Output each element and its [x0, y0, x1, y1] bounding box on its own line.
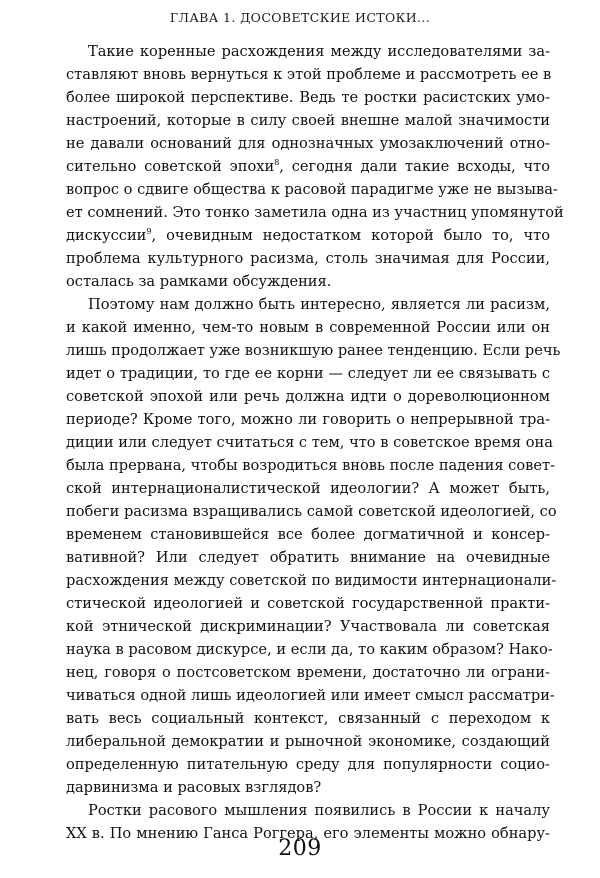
text-line: XX в. По мнению Ганса Роггера, его элементы можно обнару-	[66, 825, 550, 842]
text-line: более широкой перспективе. Ведь те ростки расистских умо-	[66, 89, 550, 106]
body-text	[66, 40, 564, 845]
text-line: Такие коренные расхождения между исследователями за-	[88, 43, 550, 60]
text-segment: , сегодня дали такие всходы, что	[279, 158, 550, 175]
paragraph-2	[66, 293, 561, 799]
text-line: диции или следует считаться с тем, что в советское время она	[66, 434, 553, 451]
text-line: советской эпохой или речь должна идти о дореволюционном	[66, 388, 550, 405]
text-line: и какой именно, чем-то новым в современной России или он	[66, 319, 550, 336]
text-line: побеги расизма взращивались самой советской идеологией, со	[66, 503, 557, 520]
paragraph-1	[66, 40, 564, 293]
text-line: дарвинизма и расовых взглядов?	[66, 779, 322, 796]
text-line: проблема культурного расизма, столь значимая для России,	[66, 250, 550, 267]
running-header: ГЛАВА 1. ДОСОВЕТСКИЕ ИСТОКИ...	[169, 10, 431, 25]
text-line: временем становившейся все более догматичной и консер-	[66, 526, 550, 543]
text-line	[66, 155, 550, 178]
text-line: вать весь социальный контекст, связанный с переходом к	[66, 710, 550, 727]
text-line: ской интернационалистической идеологии? А может быть,	[66, 480, 550, 497]
text-line: расхождения между советской по видимости интернационали-	[66, 572, 557, 589]
text-line: ет сомнений. Это тонко заметила одна из участниц упомянутой	[66, 204, 564, 221]
text-segment: , очевидным недостатком которой было то, что	[151, 227, 550, 244]
text-line: не давали оснований для однозначных умозаключений отно-	[66, 135, 550, 152]
text-line: чиваться одной лишь идеологией или имеет смысл рассматри-	[66, 687, 555, 704]
text-line: определенную питательную среду для популярности социо-	[66, 756, 550, 773]
text-line: наука в расовом дискурсе, и если да, то каким образом? Нако-	[66, 641, 553, 658]
text-line: либеральной демократии и рыночной экономике, создающий	[66, 733, 550, 750]
text-segment: дискуссии	[66, 227, 147, 244]
text-segment: сительно советской эпохи	[66, 158, 275, 175]
text-line: ставляют вновь вернуться к этой проблеме и рассмотреть ее в	[66, 66, 552, 83]
text-line: осталась за рамками обсуждения.	[66, 273, 332, 290]
text-line: вопрос о сдвиге общества к расовой парадигме уже не вызыва-	[66, 181, 558, 198]
text-line: стической идеологией и советской государственной практи-	[66, 595, 550, 612]
page-number: 209	[278, 836, 322, 861]
text-line: была прервана, чтобы возродиться вновь после падения совет-	[66, 457, 555, 474]
text-line: Ростки расового мышления появились в России к началу	[88, 802, 550, 819]
footnote-marker[interactable]: 8	[274, 158, 280, 167]
text-line: вативной? Или следует обратить внимание на очевидные	[66, 549, 550, 566]
text-line: Поэтому нам должно быть интересно, является ли расизм,	[88, 296, 550, 313]
text-line: кой этнической дискриминации? Участвовала ли советская	[66, 618, 550, 635]
text-line: нец, говоря о постсоветском времени, достаточно ли ограни-	[66, 664, 550, 681]
text-line	[66, 224, 550, 247]
text-line: идет о традиции, то где ее корни — следует ли ее связывать с	[66, 365, 550, 382]
footnote-marker[interactable]: 9	[146, 227, 152, 236]
text-line: настроений, которые в силу своей внешне малой значимости	[66, 112, 550, 129]
text-line: лишь продолжает уже возникшую ранее тенденцию. Если речь	[66, 342, 561, 359]
text-line: периоде? Кроме того, можно ли говорить о непрерывной тра-	[66, 411, 550, 428]
